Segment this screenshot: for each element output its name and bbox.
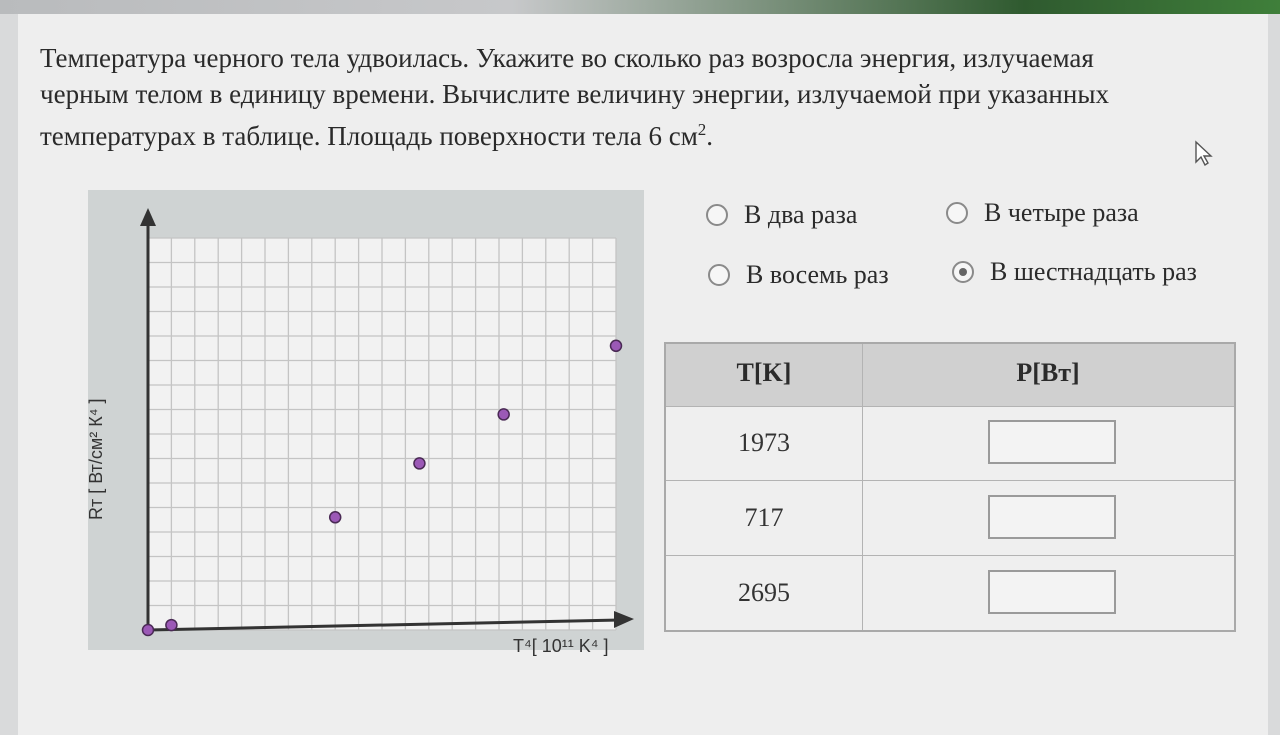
mouse-pointer-icon [1194,140,1216,168]
table-row [666,556,1234,630]
question-line-1: Температура черного тела удвоилась. Укажите во сколько раз возросла энергия, излучаемая [40,43,1094,73]
temperature-cell: 1973 [738,428,790,457]
question-card [18,14,1268,735]
browser-top-bar [0,0,1280,14]
radio-icon[interactable] [706,204,728,226]
temperature-cell: 2695 [738,578,790,607]
radio-icon[interactable] [946,202,968,224]
question-line-3-text: температурах в таблице. Площадь поверхности тела 6 см [40,121,698,151]
table-row [666,406,1234,481]
option-label: В два раза [744,200,858,229]
power-input[interactable] [988,495,1116,539]
blackbody-chart [88,190,648,670]
data-point [330,512,341,523]
y-axis-label-text: Rт [ Вт/см² К⁴ ] [86,398,106,520]
option-eight-times[interactable] [708,260,889,290]
power-input[interactable] [988,570,1116,614]
data-point [611,340,622,351]
header-temperature: T[K] [736,358,792,387]
question-text [40,40,1250,154]
question-line-3 [40,112,1250,154]
question-line-2: черным телом в единицу времени. Вычислите величину энергии, излучаемой при указанных [40,79,1109,109]
x-axis-label: T⁴[ 10¹¹ K⁴ ] [513,636,609,656]
data-point [143,625,154,636]
option-label: В восемь раз [746,260,889,289]
option-label: В шестнадцать раз [990,257,1197,286]
option-four-times[interactable] [946,198,1139,228]
table-row [666,481,1234,556]
data-point [166,620,177,631]
power-input[interactable] [988,420,1116,464]
data-point [498,409,509,420]
chart-svg [88,190,648,670]
table-header [666,344,1234,407]
option-label: В четыре раза [984,198,1139,227]
area-unit-superscript: 2 [697,120,707,139]
energy-table [664,342,1236,632]
data-point [414,458,425,469]
question-line-3-end: . [706,121,714,151]
temperature-cell: 717 [744,503,784,532]
radio-icon[interactable] [708,264,730,286]
option-two-times[interactable] [706,200,857,230]
header-power: P[Вт] [1016,358,1080,387]
radio-checked-icon[interactable] [952,261,974,283]
option-sixteen-times[interactable] [952,257,1197,287]
